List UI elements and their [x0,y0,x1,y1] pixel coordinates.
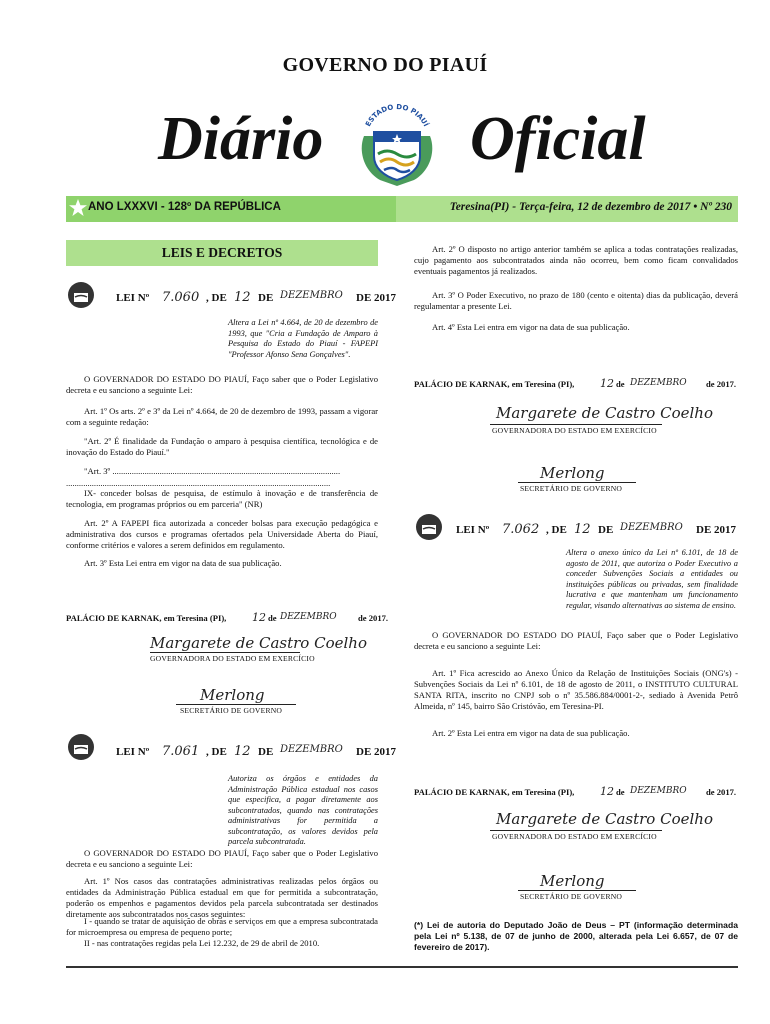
government-heading: GOVERNO DO PIAUÍ [282,54,488,76]
palacio-day-handwritten: 12 [252,611,266,624]
law-7061-art1: Art. 1º Nos casos das contratações administrativas realizadas pelos órgãos ou entidades da Administração Pública estadual em que for permitida a subcontratação, poderão os empenhos e pagamentos devidos pela parcela subcontratada ser destinados diretamente aos subcontratados nos casos seguintes: [66,876,378,919]
law-number-handwritten: 7.061 [162,744,200,759]
signature-secretario: Merlong [200,686,265,704]
seal-mini-icon [66,280,96,315]
signature-secretario: Merlong [540,464,605,482]
section-title: LEIS E DECRETOS [66,240,378,266]
seal-mini-icon [66,732,96,767]
signature-line [176,704,296,705]
palacio-text: PALÁCIO DE KARNAK, em Teresina (PI), [414,787,575,797]
law-7060-dots: ........................................................................................................................... [66,478,331,488]
masthead-title-left: Diário [158,105,324,173]
palacio-month-handwritten: DEZEMBRO [280,612,337,622]
palacio-text: PALÁCIO DE KARNAK, em Teresina (PI), [66,613,227,623]
law-7062-intro: O GOVERNADOR DO ESTADO DO PIAUÍ, Faço saber que o Poder Legislativo decreta e eu sanciono a seguinte Lei: [414,630,738,651]
law-prefix: LEI Nº [116,746,150,758]
law-7061-heading [110,744,398,762]
seal-mini-icon [414,512,444,547]
signature-secretario: Merlong [540,872,605,890]
palacio-text: PALÁCIO DE KARNAK, em Teresina (PI), [414,379,575,389]
law-7061-art2: Art. 2º O disposto no artigo anterior também se aplica a todas contratações realizadas, cujo pagamento aos subcontratados ainda não ocorreu, bem como ficam convalidados eventuais pagamentos já realizados. [414,244,738,276]
palacio-de: de [268,613,277,623]
signature-line [518,482,636,483]
date-line: Teresina(PI) - Terça-feira, 12 de dezembro de 2017 • Nº 230 [449,201,732,213]
signature-caption-secretario: SECRETÁRIO DE GOVERNO [180,706,283,715]
law-7061-item-i: I - quando se tratar de aquisição de obras e serviços em que a empresa subcontratada for microempresa ou empresa de pequeno porte; [66,916,378,937]
law-7061-ementa: Autoriza os órgãos e entidades da Administração Pública estadual nos casos que especifica, a pagar diretamente aos subcontratados, quando nas contratações administrativas for permitida a subcontratação, os valores devidos pela parcela subcontratada. [228,774,378,846]
law-7062-ementa: Altera o anexo único da Lei nº 6.101, de 18 de agosto de 2011, que autoriza o Poder Executivo a conceder Subvenções Sociais a entidades ou instituições públicas ou privadas, sem finalidade lucrativa e que mantenham um funcionamento regular, visando alternativas ao sistema de ensino. [566,548,738,610]
law-7060-ementa: Altera a Lei nº 4.664, de 20 de dezembro de 1993, que "Cria a Fundação de Amparo à Pesquisa do Estado do Piauí - FAPEPI "Professor Afonso Sena Gonçalves". [228,318,378,359]
palacio-day-handwritten: 12 [600,377,614,390]
law-7060-art1: Art. 1º Os arts. 2º e 3º da Lei nº 4.664, de 20 de dezembro de 1993, passam a vigorar com a seguinte redação: [66,406,378,427]
law-month-handwritten: DEZEMBRO [620,522,683,533]
palacio-year: de 2017. [358,613,389,623]
law-day-handwritten: 12 [234,290,251,305]
signature-caption-secretario: SECRETÁRIO DE GOVERNO [520,892,623,901]
law-year: DE 2017 [696,524,737,536]
law-de-2: DE [598,524,614,536]
law-day-handwritten: 12 [574,522,591,537]
star-icon [68,198,88,223]
seal-text: ESTADO DO PIAUÍ [364,102,430,128]
signature-caption-governadora: GOVERNADORA DO ESTADO EM EXERCÍCIO [492,426,657,435]
signature-governadora: Margarete de Castro Coelho [150,634,367,652]
law-7061-art3: Art. 3º O Poder Executivo, no prazo de 180 (cento e oitenta) dias da publicação, deverá regulamentar a presente Lei. [414,290,738,311]
signature-caption-secretario: SECRETÁRIO DE GOVERNO [520,484,623,493]
law-number-handwritten: 7.062 [502,522,540,537]
law-prefix: LEI Nº [116,292,150,304]
law-7060-palacio [66,611,389,626]
palacio-de: de [616,787,625,797]
law-7060-quote-art3: "Art. 3º .......................................................................................................... [84,466,341,476]
svg-text:ESTADO DO PIAUÍ [364,103,431,128]
law-year: DE 2017 [356,292,397,304]
law-prefix: LEI Nº [456,524,490,536]
law-7060-item-ix: IX- conceder bolsas de pesquisa, de estímulo à inovação e de transferência de tecnologia, em programas próprios ou em parceria" (NR) [66,488,378,509]
signature-caption-governadora: GOVERNADORA DO ESTADO EM EXERCÍCIO [150,654,315,663]
signature-governadora: Margarete de Castro Coelho [496,810,713,828]
law-7060-quote-art2: "Art. 2º É finalidade da Fundação o amparo à pesquisa científica, tecnológica e de inovação do Estado do Piauí." [66,436,378,457]
signature-line [150,652,300,653]
palacio-year: de 2017. [706,379,737,389]
law-de-2: DE [258,292,274,304]
law-de: , DE [546,524,567,536]
law-month-handwritten: DEZEMBRO [280,744,343,755]
law-7062-heading [452,522,742,540]
law-de-2: DE [258,746,274,758]
palacio-month-handwritten: DEZEMBRO [630,378,687,388]
law-7060-art2: Art. 2º A FAPEPI fica autorizada a conceder bolsas para execução pedagógica e administrativa dos cursos e programas ofertados pela Universidade Aberta do Piauí, conforme critérios e valores a serem definidos em regulamento. [66,518,378,550]
signature-line [490,830,662,831]
palacio-month-handwritten: DEZEMBRO [630,786,687,796]
signature-governadora: Margarete de Castro Coelho [496,404,713,422]
footer-rule [66,966,738,968]
law-de: , DE [206,292,227,304]
law-7062-art2: Art. 2º Esta Lei entra em vigor na data de sua publicação. [432,728,630,738]
edition-label: ANO LXXXVI - 128º DA REPÚBLICA [88,201,281,213]
law-7061-art4: Art. 4º Esta Lei entra em vigor na data de sua publicação. [432,322,630,332]
law-7061-palacio [414,378,738,392]
masthead-title-right: Oficial [470,105,646,173]
law-7061-intro: O GOVERNADOR DO ESTADO DO PIAUÍ, Faço saber que o Poder Legislativo decreta e eu sanciono a seguinte Lei: [66,848,378,869]
palacio-de: de [616,379,625,389]
palacio-year: de 2017. [706,787,737,797]
law-year: DE 2017 [356,746,397,758]
law-7060-heading [110,290,398,308]
law-month-handwritten: DEZEMBRO [280,290,343,301]
law-7061-item-ii: II - nas contratações regidas pela Lei 12.232, de 29 de abril de 2010. [84,938,320,948]
signature-line [518,890,636,891]
law-number-handwritten: 7.060 [162,290,200,305]
authorship-note: (*) Lei de autoria do Deputado João de Deus – PT (informação determinada pela Lei nº 5.138, de 07 de junho de 2000, alterada pela Lei 6.657, de 07 de fevereiro de 2017). [414,920,738,952]
signature-caption-governadora: GOVERNADORA DO ESTADO EM EXERCÍCIO [492,832,657,841]
law-7060-intro: O GOVERNADOR DO ESTADO DO PIAUÍ, Faço saber que o Poder Legislativo decreta e eu sanciono a seguinte Lei: [66,374,378,395]
state-seal-icon [354,96,440,188]
law-de: , DE [206,746,227,758]
law-7060-art3: Art. 3º Esta Lei entra em vigor na data de sua publicação. [84,558,282,568]
law-7062-art1: Art. 1º Fica acrescido ao Anexo Único da Relação de Instituições Sociais (ONG's) - Subvenções Sociais da Lei nº 6.101, de 18 de agosto de 2011, o INSTITUTO CULTURAL SANTA RITA, inscrito no CNPJ sob o nº 35.586.884/0001-2-, sediado à Avenida Petrô Almeida, nº 145, bairro São Cristóvão, em Teresina-PI. [414,668,738,711]
law-7062-palacio [414,786,738,800]
law-day-handwritten: 12 [234,744,251,759]
palacio-day-handwritten: 12 [600,785,614,798]
signature-line [490,424,662,425]
